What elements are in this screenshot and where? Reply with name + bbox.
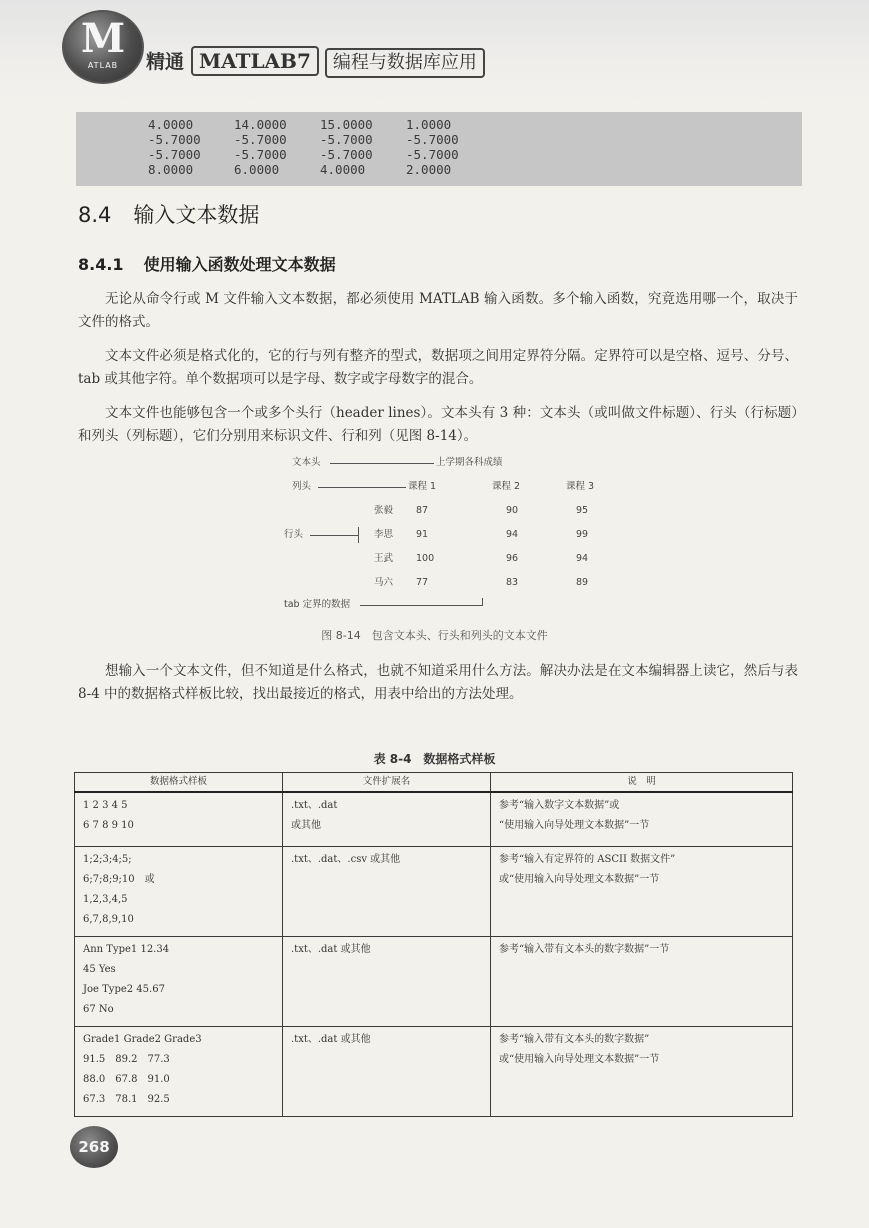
cell-line: 或“使用输入向导处理文本数据”一节 (499, 873, 660, 885)
book-title (146, 46, 488, 76)
figure-row-name: 王武 (374, 553, 394, 564)
code-cell: 8.0000 (148, 162, 194, 177)
figure-caption: 图 8-14 包含文本头、行头和列头的文本文件 (321, 629, 548, 642)
cell-line: 6,7,8,9,10 (83, 913, 134, 925)
format-cell (75, 936, 283, 1026)
book-title-main: MATLAB7 (191, 46, 319, 76)
figure-8-14 (270, 455, 630, 615)
pointer-line (310, 535, 358, 536)
cell-line: Ann Type1 12.34 (83, 943, 170, 955)
figure-row-name: 张毅 (374, 505, 394, 516)
code-cell: -5.7000 (320, 147, 373, 162)
code-cell: -5.7000 (406, 132, 459, 147)
table-row (75, 846, 793, 936)
figure-column-header: 课程 3 (566, 481, 595, 492)
pointer-line (330, 463, 434, 464)
code-cell: -5.7000 (320, 132, 373, 147)
extension-cell (283, 846, 491, 936)
extension-cell (283, 1026, 491, 1116)
table-row (75, 936, 793, 1026)
cell-line: 1,2,3,4,5 (83, 893, 128, 905)
figure-cell: 94 (576, 553, 589, 564)
cell-line: 67 No (83, 1003, 114, 1015)
cell-line: 1 2 3 4 5 (83, 800, 128, 811)
logo-letter: M (80, 15, 126, 62)
matlab-logo-icon (62, 10, 144, 84)
code-cell: 4.0000 (148, 117, 194, 132)
figure-label-row-header: 行头 (284, 529, 304, 540)
cell-line: 参考“输入数字文本数据”或 (499, 800, 620, 811)
paragraph: 文本文件也能够包含一个或多个头行（header lines）。文本头有 3 种：文本头（或叫做文件标题）、行头（行标题）和列头（列标题），它们分别用来标识文件、行和列（见图 8-14）。 (78, 405, 798, 444)
figure-cell: 90 (506, 505, 519, 516)
figure-cell: 83 (506, 577, 519, 588)
subsection-heading (78, 252, 336, 278)
pointer-line (482, 598, 483, 606)
cell-line: 67.3 78.1 92.5 (83, 1093, 170, 1105)
paragraph: 文本文件必须是格式化的，它的行与列有整齐的型式，数据项之间用定界符分隔。定界符可以是空格、逗号、分号、tab 或其他字符。单个数据项可以是字母、数字或字母数字的混合。 (78, 348, 798, 387)
code-cell: -5.7000 (234, 132, 287, 147)
table-row (75, 1026, 793, 1116)
figure-cell: 99 (576, 529, 589, 540)
column-header: 文件扩展名 (283, 773, 491, 793)
page-number: 268 (70, 1126, 118, 1168)
cell-line: 参考“输入有定界符的 ASCII 数据文件” (499, 853, 676, 865)
figure-row-name: 李思 (374, 529, 394, 540)
extension-cell (283, 792, 491, 846)
book-title-lead: 精通 (146, 51, 185, 73)
code-output-block (76, 112, 802, 186)
code-cell: -5.7000 (406, 147, 459, 162)
note-cell (491, 936, 793, 1026)
figure-label-text-header: 文本头 (292, 457, 321, 468)
extension-cell (283, 936, 491, 1026)
figure-cell: 100 (416, 553, 435, 564)
figure-cell: 91 (416, 529, 429, 540)
figure-title: 上学期各科成绩 (436, 457, 503, 468)
code-row (148, 117, 802, 132)
paragraph: 想输入一个文本文件，但不知道是什么格式，也就不知道采用什么方法。解决办法是在文本编辑器上读它，然后与表 8-4 中的数据格式样板比较，找出最接近的格式，用表中给出的方法处理。 (78, 663, 798, 702)
cell-line: .txt、.dat (291, 800, 338, 811)
cell-line: 6 7 8 9 10 (83, 820, 134, 831)
section-number: 8.4 (78, 203, 112, 227)
cell-line: 或“使用输入向导处理文本数据”一节 (499, 1053, 660, 1065)
cell-line: 6;7;8;9;10 或 (83, 873, 155, 885)
cell-line: .txt、.dat 或其他 (291, 943, 371, 955)
code-cell: 1.0000 (406, 117, 452, 132)
cell-line: 88.0 67.8 91.0 (83, 1073, 170, 1085)
code-cell: 4.0000 (320, 162, 366, 177)
section-heading (78, 200, 259, 230)
cell-line: 或其他 (291, 820, 321, 831)
figure-row-name: 马六 (374, 577, 394, 588)
section-title: 输入文本数据 (133, 203, 260, 227)
figure-cell: 89 (576, 577, 589, 588)
subsection-title: 使用输入函数处理文本数据 (143, 255, 336, 274)
data-format-table (74, 772, 793, 1117)
figure-cell: 95 (576, 505, 589, 516)
code-cell: 6.0000 (234, 162, 280, 177)
figure-cell: 87 (416, 505, 429, 516)
code-cell: 14.0000 (234, 117, 287, 132)
format-cell (75, 1026, 283, 1116)
figure-label-tab-data: tab 定界的数据 (284, 599, 351, 610)
note-cell (491, 1026, 793, 1116)
format-cell (75, 846, 283, 936)
table-row (75, 792, 793, 846)
cell-line: 91.5 89.2 77.3 (83, 1053, 170, 1065)
figure-label-col-header: 列头 (292, 481, 312, 492)
figure-cell: 77 (416, 577, 429, 588)
figure-cell: 96 (506, 553, 519, 564)
cell-line: 45 Yes (83, 963, 116, 975)
cell-line: .txt、.dat、.csv 或其他 (291, 853, 401, 865)
code-cell: -5.7000 (148, 132, 201, 147)
subsection-number: 8.4.1 (78, 255, 124, 274)
code-cell: 15.0000 (320, 117, 373, 132)
format-cell (75, 792, 283, 846)
column-header: 说 明 (491, 773, 793, 793)
cell-line: 1;2;3;4;5; (83, 853, 132, 865)
cell-line: .txt、.dat 或其他 (291, 1033, 371, 1045)
figure-column-header: 课程 2 (492, 481, 521, 492)
code-cell: -5.7000 (234, 147, 287, 162)
table-title: 表 8-4 数据格式样板 (373, 752, 496, 766)
code-row (148, 132, 802, 147)
note-cell (491, 792, 793, 846)
pointer-line (318, 487, 406, 488)
logo-text: ATLAB (87, 61, 119, 70)
code-row (148, 147, 802, 162)
pointer-line (360, 605, 482, 606)
figure-column-header: 课程 1 (408, 481, 437, 492)
book-title-sub: 编程与数据库应用 (325, 48, 485, 78)
note-cell (491, 846, 793, 936)
paragraph: 无论从命令行或 M 文件输入文本数据，都必须使用 MATLAB 输入函数。多个输入函数，究竟选用哪一个，取决于文件的格式。 (78, 291, 798, 330)
column-header: 数据格式样板 (75, 773, 283, 793)
code-cell: 2.0000 (406, 162, 452, 177)
code-cell: -5.7000 (148, 147, 201, 162)
cell-line: Grade1 Grade2 Grade3 (83, 1033, 202, 1045)
cell-line: 参考“输入带有文本头的数字数据”一节 (499, 943, 670, 955)
pointer-line (358, 527, 359, 543)
code-row (148, 162, 802, 177)
cell-line: 参考“输入带有文本头的数字数据” (499, 1033, 650, 1045)
cell-line: “使用输入向导处理文本数据”一节 (499, 820, 650, 831)
table-header-row (75, 773, 793, 793)
figure-cell: 94 (506, 529, 519, 540)
cell-line: Joe Type2 45.67 (83, 983, 165, 995)
